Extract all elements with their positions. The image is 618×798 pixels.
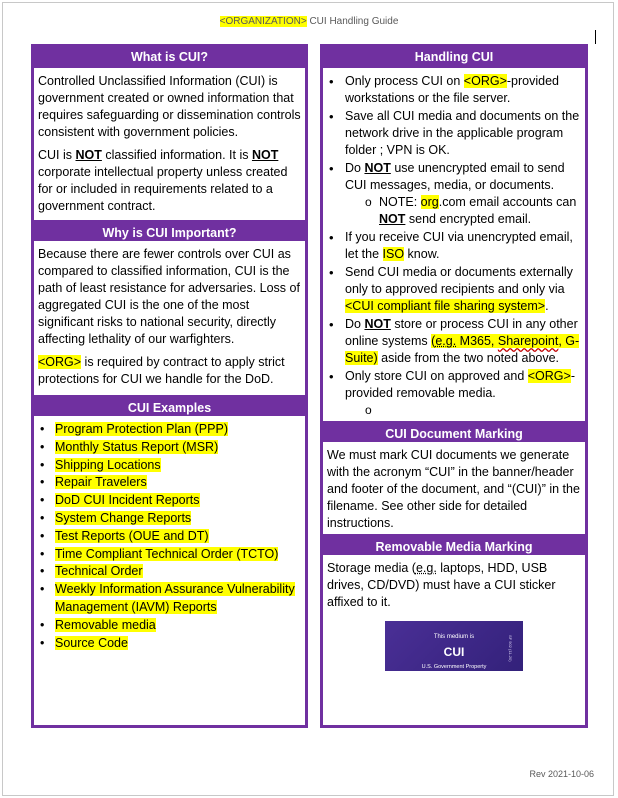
not-emphasis: NOT — [364, 161, 391, 175]
iso-placeholder: ISO — [382, 247, 405, 261]
text: If you receive CUI via unencrypted email, let the — [345, 230, 573, 261]
text: G-Suite — [345, 334, 580, 365]
cui-example-item — [38, 510, 301, 528]
cui-document-marking-body — [323, 442, 585, 534]
text: use unencrypted email to send CUI messages, media, or documents. — [345, 161, 565, 192]
eg-abbrev: e.g. — [415, 561, 437, 575]
sub-list — [365, 194, 581, 228]
cui-example-text: Test Reports (OUE and DT) — [55, 528, 209, 543]
removable-media-marking-body — [323, 555, 585, 675]
handling-cui-heading: Handling CUI — [323, 47, 585, 68]
sharepoint-word: Sharepoint — [497, 334, 559, 348]
sticker-line3: U.S. Government Property — [421, 664, 487, 670]
list-item — [327, 316, 581, 367]
org-placeholder: org — [420, 195, 439, 209]
text: M365, — [456, 334, 498, 348]
eg-abbrev: e.g. — [435, 334, 457, 348]
cui-example-text: Monthly Status Report (MSR) — [55, 439, 219, 454]
cui-example-item — [38, 492, 301, 510]
text: aside from the two noted above. — [377, 351, 560, 365]
text: Do — [345, 161, 365, 175]
sub-list-item — [365, 194, 581, 228]
cui-example-item — [38, 421, 301, 439]
not-emphasis: NOT — [364, 317, 391, 331]
cui-example-item — [38, 439, 301, 457]
text: Only store CUI on approved and — [345, 369, 528, 383]
sticker-line1: This medium is — [433, 634, 475, 640]
cui-example-text: System Change Reports — [55, 510, 192, 525]
list-item — [327, 368, 581, 419]
cui-example-text: Shipping Locations — [55, 457, 161, 472]
list-item — [327, 160, 581, 228]
text: ( — [431, 334, 436, 348]
cui-examples-body — [34, 416, 305, 656]
cui-example-text: DoD CUI Incident Reports — [55, 493, 200, 508]
text: . — [545, 299, 549, 313]
removable-media-marking-heading: Removable Media Marking — [323, 534, 585, 555]
text: classified information. It is — [101, 148, 252, 162]
right-column — [320, 44, 588, 728]
revision-label: Rev 2021-10-06 — [529, 769, 594, 779]
file-sharing-placeholder: <CUI compliant file sharing system> — [345, 299, 546, 313]
text: CUI is — [38, 148, 76, 162]
cui-example-item — [38, 635, 301, 653]
sticker-side-text: SF 902 (11-20) — [508, 635, 513, 662]
not-emphasis: NOT — [251, 148, 279, 162]
why-cui-p1: Because there are fewer controls over CUI as compared to classified information, CUI is the path of least resistance for adversaries. Loss of aggregated CUI is the one of the most significant risks to national security, directly affecting lethality of our warfighters. — [38, 247, 300, 346]
what-is-cui-heading: What is CUI? — [34, 47, 305, 68]
org-placeholder: <ORG> — [463, 74, 507, 88]
what-is-cui-p2 — [38, 147, 301, 215]
cui-example-text: Time Compliant Technical Order (TCTO) — [55, 546, 279, 561]
text: laptops, HDD, USB drives, CD/DVD) must have a CUI sticker affixed to it. — [327, 561, 556, 609]
org-placeholder: <ORGANIZATION> — [219, 16, 307, 27]
text: is required by contract to apply strict protections for CUI we handle for the DoD. — [38, 355, 285, 386]
text: know. — [404, 247, 440, 261]
not-emphasis: NOT — [379, 212, 406, 226]
cui-example-item — [38, 528, 301, 546]
handling-list — [327, 73, 581, 419]
cui-example-item — [38, 581, 301, 617]
cui-example-text: Weekly Information Assurance Vulnerability Management (IAVM) Reports — [55, 582, 295, 614]
removable-media-text — [327, 560, 581, 611]
what-is-cui-body — [34, 68, 305, 220]
cui-examples-heading: CUI Examples — [34, 395, 305, 416]
text: , — [558, 334, 566, 348]
org-placeholder: <ORG> — [38, 355, 82, 369]
not-emphasis: NOT — [75, 148, 102, 162]
list-item — [327, 229, 581, 263]
cui-examples-list — [38, 421, 301, 652]
cui-example-text: Removable media — [55, 617, 156, 632]
empty-sub-list-item — [365, 402, 581, 419]
what-is-cui-p1: Controlled Unclassified Information (CUI) is government created or owned information that requires safeguarding or dissemination controls consistent with government policies. — [38, 74, 301, 139]
title-text: CUI Handling Guide — [306, 16, 399, 27]
list-item — [327, 73, 581, 107]
text: Do — [345, 317, 365, 331]
text: -provided workstations or the file server. — [345, 74, 559, 105]
cui-example-item — [38, 474, 301, 492]
text: corporate intellectual property unless created for or included in requirements related to a government contract. — [38, 165, 288, 213]
text: Storage media ( — [327, 561, 416, 575]
text: Send CUI media or documents externally only to approved recipients and only via — [345, 265, 573, 296]
left-column — [31, 44, 308, 728]
text: store or process CUI in any other online systems — [345, 317, 578, 348]
cui-example-item — [38, 546, 301, 564]
handling-cui-body — [323, 68, 585, 421]
list-item: • Save all CUI media and documents on the network drive in the applicable program folder ; VPN is OK. — [327, 108, 581, 159]
cui-example-text: Repair Travelers — [55, 475, 147, 490]
cui-example-item — [38, 457, 301, 475]
text: .com email accounts can — [438, 195, 577, 209]
text: -provided removable media. — [345, 369, 575, 400]
why-cui-heading: Why is CUI Important? — [34, 220, 305, 241]
sub-list — [365, 402, 581, 419]
text: ) — [373, 351, 378, 365]
text: NOTE: — [379, 195, 421, 209]
cui-example-item — [38, 563, 301, 581]
cui-example-text: Source Code — [55, 635, 128, 650]
marking-text: We must mark CUI documents we generate with the acronym “CUI” in the banner/header and footer of the document, and “(CUI)” in the filename. See other side for detailed instructions. — [327, 448, 580, 530]
list-item — [327, 264, 581, 315]
cui-example-text: Technical Order — [55, 564, 143, 579]
sticker-line2: CUI — [443, 645, 465, 659]
text-cursor — [595, 30, 596, 44]
why-cui-p2 — [38, 354, 301, 388]
cui-example-item — [38, 617, 301, 635]
document-title — [0, 16, 618, 27]
text: Only process CUI on — [345, 74, 464, 88]
why-cui-body — [34, 241, 305, 395]
cui-example-text: Program Protection Plan (PPP) — [55, 422, 228, 436]
cui-document-marking-heading: CUI Document Marking — [323, 421, 585, 442]
text: send encrypted email. — [405, 212, 532, 226]
org-placeholder: <ORG> — [527, 369, 571, 383]
cui-sticker-image — [385, 621, 523, 671]
